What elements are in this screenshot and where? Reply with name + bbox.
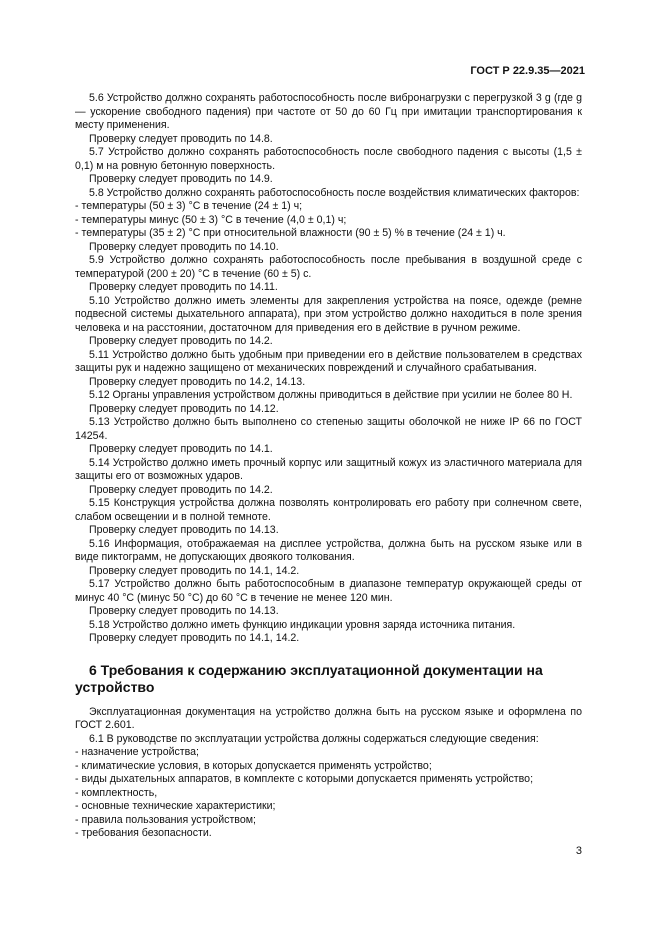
paragraph: 5.17 Устройство должно быть работоспособным в диапазоне температур окружающей среды от минус 40 °С (минус 50 °С) до 60 °С в течение не менее 120 мин. [75,578,582,604]
paragraph: Проверку следует проводить по 14.1, 14.2. [89,632,300,644]
paragraph: 5.16 Информация, отображаемая на дисплее устройства, должна быть на русском языке или в виде пиктограмм, не допускающих двоякого толкования. [75,537,582,563]
paragraph: - температуры минус (50 ± 3) °С в течение (4,0 ± 0,1) ч; [75,213,347,226]
paragraph: - комплектность, [75,786,158,799]
paragraph: Проверку следует проводить по 14.11. [89,281,278,293]
paragraph: 5.11 Устройство должно быть удобным при приведении его в действие пользователем в средствах защиты рук и надежно защищено от механических повреждений и случайного срабатывания. [75,348,582,374]
paragraph: Проверку следует проводить по 14.2. [89,335,273,347]
paragraph: - основные технические характеристики; [75,800,276,812]
paragraph: 5.18 Устройство должно иметь функцию индикации уровня заряда источника питания. [89,618,516,631]
paragraph: Проверку следует проводить по 14.9. [89,173,273,185]
paragraph: - температуры (50 ± 3) °С в течение (24 ± 1) ч; [75,200,303,212]
document-body [75,92,582,841]
paragraph: 5.15 Конструкция устройства должна позволять контролировать его работу при солнечном свете, слабом освещении и в полной темноте. [75,497,582,523]
paragraph: 5.9 Устройство должно сохранять работоспособность после пребывания в воздушной среде с температурой (200 ± 20) °С в течение (60 ± 5) с. [75,254,582,280]
section-heading: 6 Требования к содержанию эксплуатационной документации на устройство [75,661,543,695]
paragraph: Проверку следует проводить по 14.10. [89,240,279,253]
paragraph: 5.14 Устройство должно иметь прочный корпус или защитный кожух из эластичного материала для защиты его от возможных ударов. [75,456,582,482]
paragraph: 5.12 Органы управления устройством должны приводиться в действие при усилии не более 80 Н. [89,389,573,401]
paragraph: - требования безопасности. [75,827,212,839]
paragraph: Проверку следует проводить по 14.12. [89,402,279,415]
paragraph: 5.8 Устройство должно сохранять работоспособность после воздействия климатических факторов: [89,186,580,199]
paragraph: Проверку следует проводить по 14.8. [89,132,273,145]
paragraph: Проверку следует проводить по 14.1. [89,443,273,455]
paragraph: Проверку следует проводить по 14.2, 14.13. [89,375,306,388]
paragraph: Проверку следует проводить по 14.13. [89,524,279,536]
paragraph: 6.1 В руководстве по эксплуатации устройства должны содержаться следующие сведения: [89,732,539,745]
paragraph: Проверку следует проводить по 14.13. [89,605,279,617]
paragraph: - климатические условия, в которых допускается применять устройство; [75,759,432,772]
paragraph: Проверку следует проводить по 14.1, 14.2. [89,564,300,577]
paragraph: 5.6 Устройство должно сохранять работоспособность после вибронагрузки с перегрузкой 3 g (где g — ускорение свободного падения) при частоте от 50 до 60 Гц при имитации транспортирования к месту применения. [75,92,582,131]
paragraph: - виды дыхательных аппаратов, в комплекте с которыми допускается применять устройство; [75,773,534,785]
paragraph: - правила пользования устройством; [75,813,256,826]
paragraph: Проверку следует проводить по 14.2. [89,483,273,496]
paragraph: 5.10 Устройство должно иметь элементы для закрепления устройства на поясе, одежде (ремне подвесной системы дыхательного аппарата), при этом устройство должно находиться в поле зрения человека и на расстоянии, достаточном для приведения его в действие в ручном режиме. [75,294,582,334]
paragraph: Эксплуатационная документация на устройство должна быть на русском языке и оформлена по ГОСТ 2.601. [75,705,582,731]
paragraph: 5.13 Устройство должно быть выполнено со степенью защиты оболочкой не ниже IP 66 по ГОСТ 14254. [75,416,582,442]
paragraph: - назначение устройства; [75,746,199,758]
paragraph: 5.7 Устройство должно сохранять работоспособность после свободного падения с высоты (1,5 ± 0,1) м на ровную бетонную поверхность. [75,146,582,172]
page-number: 3 [575,845,582,857]
document-code: ГОСТ Р 22.9.35—2021 [470,65,585,77]
paragraph: - температуры (35 ± 2) °С при относительной влажности (90 ± 5) % в течение (24 ± 1) ч. [75,227,506,239]
